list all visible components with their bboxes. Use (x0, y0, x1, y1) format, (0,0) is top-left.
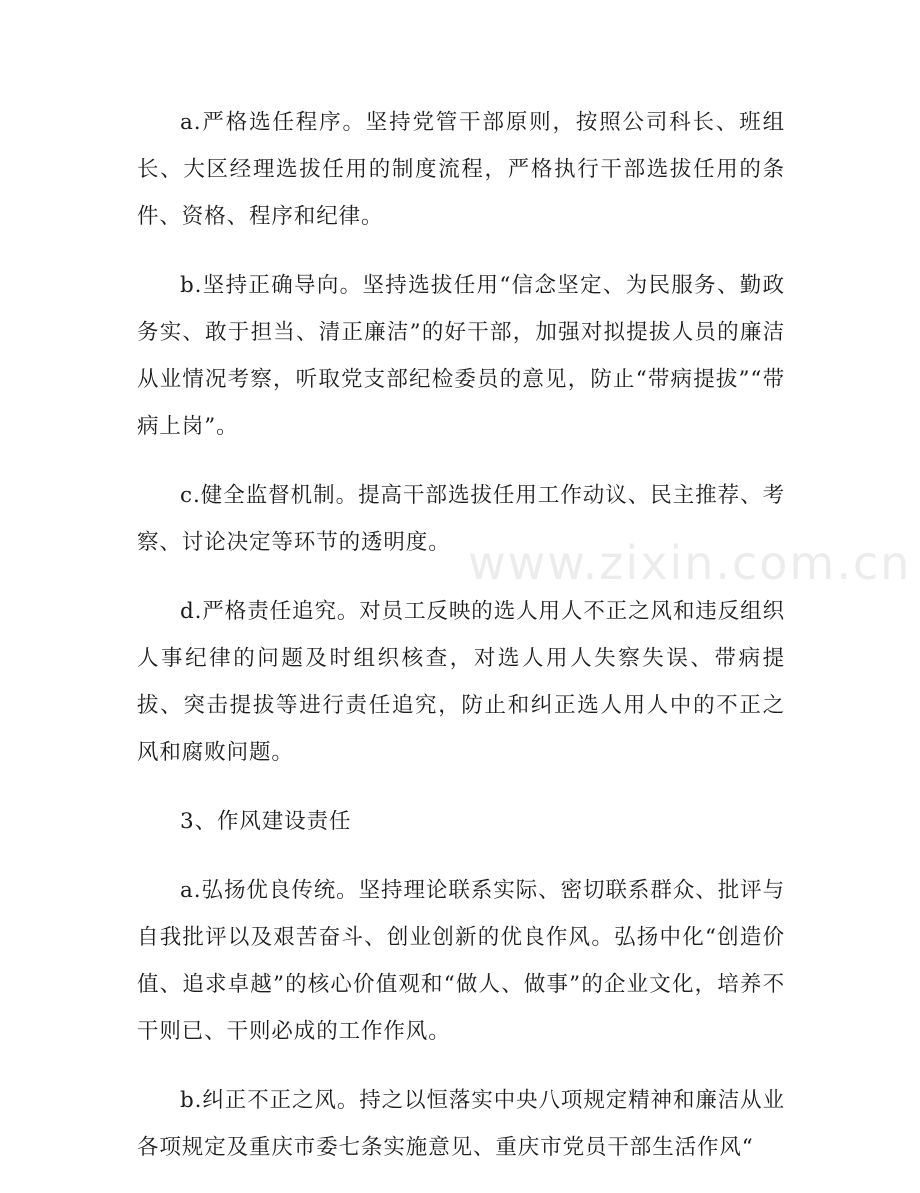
paragraph-c-supervision-mechanism: c.健全监督机制。提高干部选拔任用工作动议、民主推荐、考察、讨论决定等环节的透明度。 (137, 483, 785, 555)
section-heading: 3、作风建设责任 (180, 809, 352, 834)
paragraph-a-fine-traditions: a.弘扬优良传统。坚持理论联系实际、密切联系群众、批评与自我批评以及艰苦奋斗、创业创新的优良作风。弘扬中化“创造价值、追求卓越”的核心价值观和“做人、做事”的企业文化，培养不干则已、干则必成的工作作风。 (137, 878, 785, 1044)
watermark: www.zixin.com.cn (468, 536, 912, 590)
paragraph-b-correct-unhealthy-trends: b.纠正不正之风。持之以恒落实中央八项规定精神和廉洁从业各项规定及重庆市委七条实施意见、重庆市党员干部生活作风“ (137, 1088, 785, 1160)
paragraph-b-correct-orientation: b.坚持正确导向。坚持选拔任用“信念坚定、为民服务、勤政务实、敢于担当、清正廉洁”的好干部，加强对拟提拔人员的廉洁从业情况考察，听取党支部纪检委员的意见，防止“带病提拔”“带病上岗”。 (137, 273, 785, 439)
paragraph-a-selection-procedure: a.严格选任程序。坚持党管干部原则，按照公司科长、班组长、大区经理选拔任用的制度流程，严格执行干部选拔任用的条件、资格、程序和纪律。 (137, 110, 785, 229)
paragraph-d-accountability: d.严格责任追究。对员工反映的选人用人不正之风和违反组织人事纪律的问题及时组织核查，对选人用人失察失误、带病提拔、突击提拔等进行责任追究，防止和纠正选人用人中的不正之风和腐败问题。 (137, 599, 785, 765)
document-body (137, 99, 785, 1193)
